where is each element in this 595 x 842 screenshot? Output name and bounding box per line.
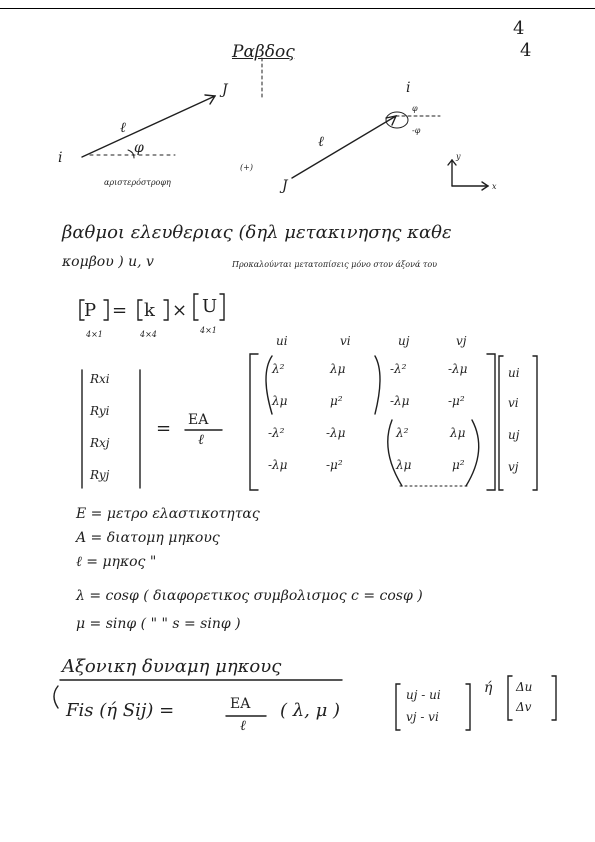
matrix-cell-4-3: λμ xyxy=(396,458,412,472)
def-l: ℓ = μηκος " xyxy=(76,554,157,570)
matrix-cell-3-2: -λμ xyxy=(326,426,346,440)
eq1-dim-2: 4×4 xyxy=(140,330,157,339)
def-mu: μ = sinφ ( " " s = sinφ ) xyxy=(76,616,241,632)
def-A: A = διατομη μηκους xyxy=(76,530,220,546)
axis-y-label: y xyxy=(456,152,461,161)
factor-denominator: ℓ xyxy=(198,432,204,448)
left-rotation-note: αριστερόστροφη xyxy=(104,178,171,187)
matrix-cell-1-1: λ² xyxy=(272,362,285,376)
axial-eq-delta-2: Δv xyxy=(516,700,532,714)
left-node-i: i xyxy=(58,150,63,166)
vector-right-2: vi xyxy=(508,396,519,410)
vector-right-1: ui xyxy=(508,366,520,380)
vector-right-4: vj xyxy=(508,460,519,474)
left-rotation-sign: (+) xyxy=(240,163,253,172)
matrix-cell-1-2: λμ xyxy=(330,362,346,376)
axial-heading: Αξονικη δυναμη μηκους xyxy=(62,656,282,677)
matrix-cell-1-3: -λ² xyxy=(390,362,407,376)
eq1-dim-3: 4×1 xyxy=(200,326,217,335)
matrix-cell-4-2: -μ² xyxy=(326,458,343,472)
axial-eq-vec-2: vj - vi xyxy=(406,710,439,724)
matrix-cell-3-1: -λ² xyxy=(268,426,285,440)
vector-left-2: Ryi xyxy=(90,404,110,418)
page-number: 4 xyxy=(513,18,525,39)
right-length-label: ℓ xyxy=(318,134,324,150)
matrix-cell-1-4: -λμ xyxy=(448,362,468,376)
vector-left-3: Rxj xyxy=(90,436,110,450)
matrix-cell-3-4: λμ xyxy=(450,426,466,440)
factor-numerator: EA xyxy=(188,412,209,428)
matrix-cell-2-3: -λμ xyxy=(390,394,410,408)
right-node-i: i xyxy=(406,80,411,96)
text-line-1: βαθμοι ελευθεριας (δηλ μετακινησης καθε xyxy=(62,222,452,243)
matrix-cell-4-4: μ² xyxy=(452,458,465,472)
left-angle-label: φ xyxy=(134,140,144,156)
matrix-cell-4-1: -λμ xyxy=(268,458,288,472)
eq1-P: P xyxy=(84,300,97,321)
col-head-vj: vj xyxy=(456,334,467,348)
axial-eq-denominator: ℓ xyxy=(240,718,246,734)
right-node-j: J xyxy=(282,178,288,194)
right-angle-label: φ xyxy=(412,104,418,113)
eq1-eq: = xyxy=(112,300,128,321)
left-node-j: J xyxy=(222,82,228,98)
matrix-cell-2-2: μ² xyxy=(330,394,343,408)
text-line-2: κομβου ) u, v xyxy=(62,254,154,270)
eq2-equals: = xyxy=(156,418,172,439)
axial-eq-delta-1: Δu xyxy=(516,680,533,694)
page-title: Ραβδος xyxy=(232,42,295,62)
eq1-U: U xyxy=(202,296,218,317)
matrix-cell-2-4: -μ² xyxy=(448,394,465,408)
def-lambda: λ = cosφ ( διαφορετικος συμβολισμος c = cosφ ) xyxy=(76,588,423,604)
col-head-ui: ui xyxy=(276,334,288,348)
vector-left-1: Rxi xyxy=(90,372,110,386)
vector-left-4: Ryj xyxy=(90,468,110,482)
vector-right-3: uj xyxy=(508,428,520,442)
axial-eq-numerator: EA xyxy=(230,696,251,712)
left-length-label: ℓ xyxy=(120,120,126,136)
axis-x-label: x xyxy=(492,182,497,191)
axial-eq-alt: ή xyxy=(484,680,493,696)
col-head-uj: uj xyxy=(398,334,410,348)
axial-eq-lhs: Fis (ή Sij) = xyxy=(66,700,175,721)
right-angle-neg-label: -φ xyxy=(412,126,421,135)
page-number-repeat: 4 xyxy=(520,40,532,61)
text-line-2-note: Προκαλούνται μετατοπίσεις μόνο στον άξονά του xyxy=(232,260,438,269)
matrix-cell-2-1: λμ xyxy=(272,394,288,408)
def-E: E = μετρο ελαστικοτητας xyxy=(76,506,260,522)
eq1-times: × xyxy=(172,300,188,321)
col-head-vi: vi xyxy=(340,334,351,348)
matrix-cell-3-3: λ² xyxy=(396,426,409,440)
axial-eq-row: ( λ, μ ) xyxy=(280,700,341,721)
eq1-dim-1: 4×1 xyxy=(86,330,103,339)
eq1-k: k xyxy=(144,300,155,321)
axial-eq-vec-1: uj - ui xyxy=(406,688,441,702)
